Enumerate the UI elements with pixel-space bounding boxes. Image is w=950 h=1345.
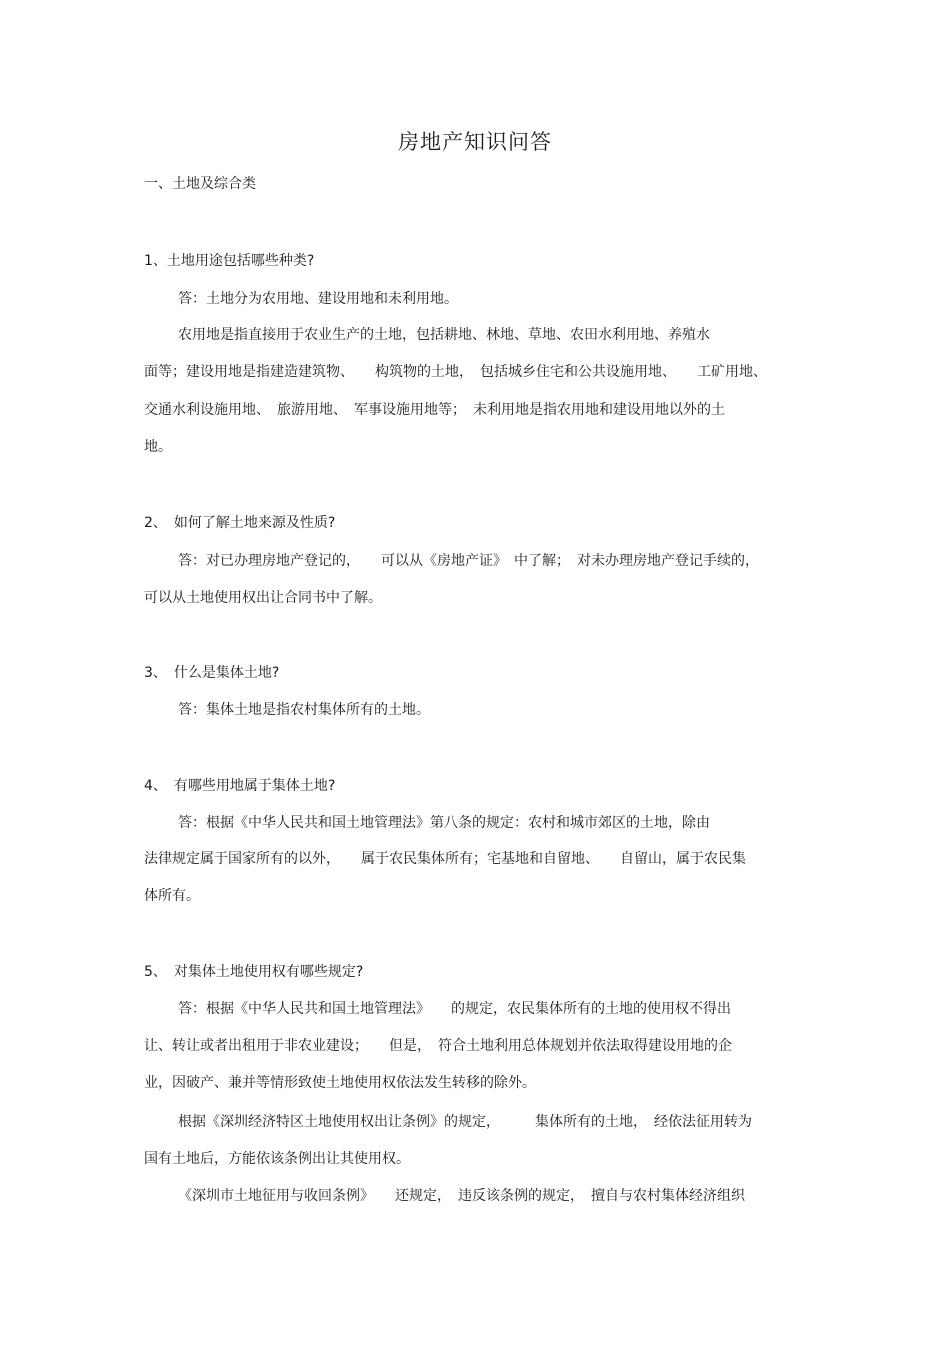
- paragraph-5-3-line-1: 《深圳市土地征用与收回条例》 还规定， 违反该条例的规定， 擅自与农村集体经济组织: [178, 1188, 745, 1204]
- answer-4-line-2: 法律规定属于国家所有的以外， 属于农民集体所有；宅基地和自留地、 自留山，属于农民集: [144, 851, 746, 867]
- question-5: 5、 对集体土地使用权有哪些规定?: [144, 964, 364, 980]
- paragraph-5-2-line-2: 国有土地后，方能依该条例出让其使用权。: [144, 1151, 410, 1167]
- answer-5-line-3: 业，因破产、兼并等情形致使土地使用权依法发生转移的除外。: [144, 1075, 536, 1091]
- question-4: 4、 有哪些用地属于集体土地?: [144, 778, 336, 794]
- section-heading: 一、土地及综合类: [144, 176, 256, 192]
- answer-2-line-1: 答：对已办理房地产登记的， 可以从《房地产证》 中了解； 对未办理房地产登记手续的，: [178, 553, 759, 569]
- question-2: 2、 如何了解土地来源及性质?: [144, 515, 336, 531]
- question-1: 1、土地用途包括哪些种类?: [144, 253, 315, 269]
- answer-1-line-1: 答：土地分为农用地、建设用地和未利用地。: [178, 291, 458, 307]
- answer-3-line-1: 答：集体土地是指农村集体所有的土地。: [178, 702, 430, 718]
- paragraph-1-line-4: 地。: [144, 439, 172, 455]
- answer-4-line-1: 答：根据《中华人民共和国土地管理法》第八条的规定：农村和城市郊区的土地，除由: [178, 815, 710, 831]
- answer-5-line-2: 让、转让或者出租用于非农业建设； 但是， 符合土地利用总体规划并依法取得建设用地的企: [144, 1038, 732, 1054]
- paragraph-5-2-line-1: 根据《深圳经济特区土地使用权出让条例》的规定， 集体所有的土地， 经依法征用转为: [178, 1114, 752, 1130]
- answer-5-line-1: 答：根据《中华人民共和国土地管理法》 的规定，农民集体所有的土地的使用权不得出: [178, 1001, 731, 1017]
- paragraph-1-line-1: 农用地是指直接用于农业生产的土地，包括耕地、林地、草地、农田水利用地、养殖水: [178, 327, 710, 343]
- answer-4-line-3: 体所有。: [144, 888, 200, 904]
- paragraph-1-line-3: 交通水利设施用地、 旅游用地、 军事设施用地等； 未利用地是指农用地和建设用地以外的土: [144, 402, 725, 418]
- document-title: 房地产知识问答: [398, 130, 552, 154]
- paragraph-1-line-2: 面等；建设用地是指建造建筑物、 构筑物的土地， 包括城乡住宅和公共设施用地、 工矿用地、: [144, 364, 767, 380]
- answer-2-line-2: 可以从土地使用权出让合同书中了解。: [144, 590, 382, 606]
- question-3: 3、 什么是集体土地?: [144, 665, 280, 681]
